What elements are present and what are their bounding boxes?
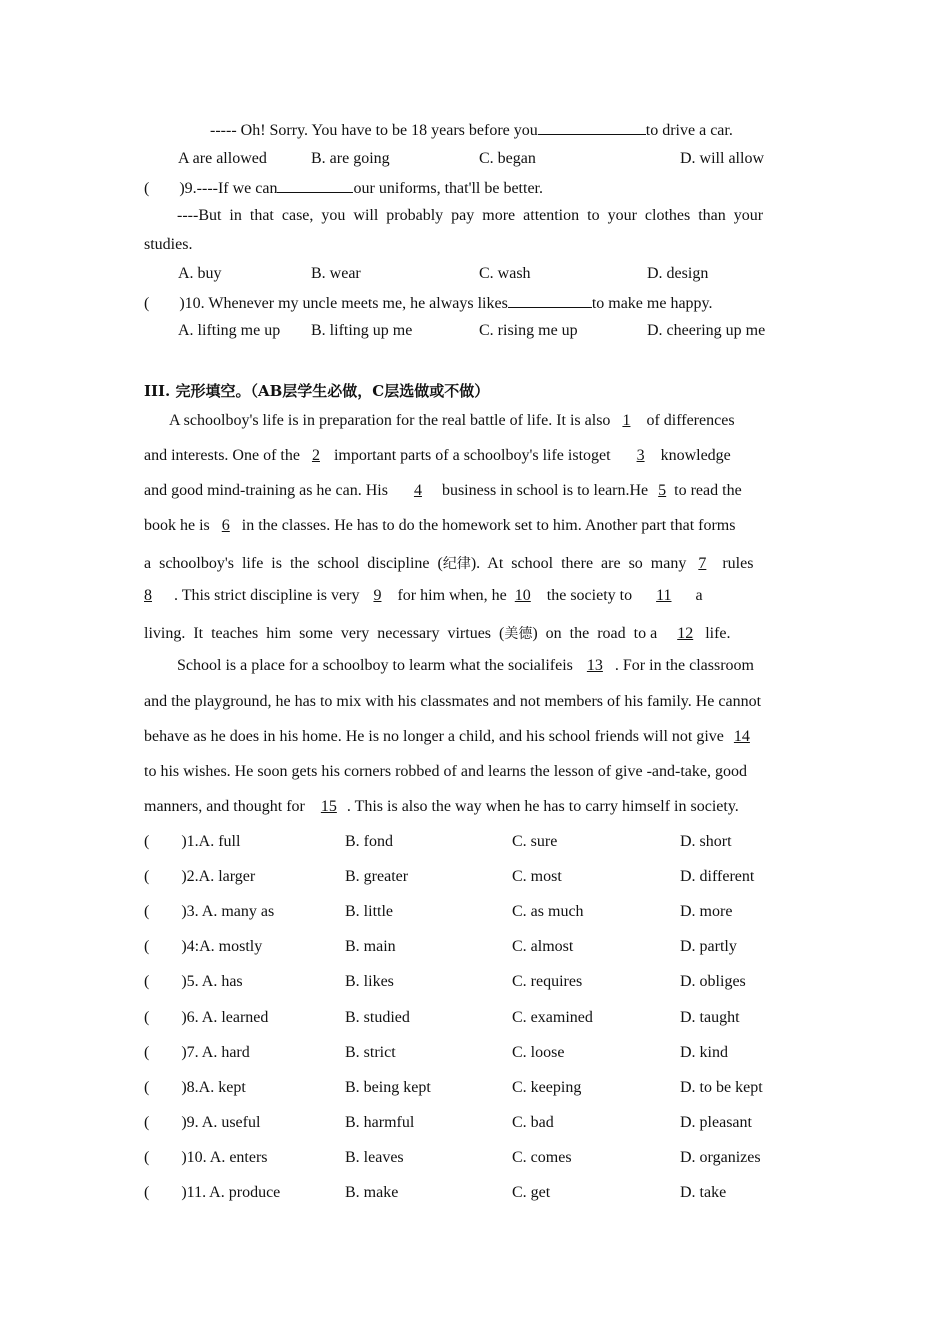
passage-text: . This strict discipline is very — [174, 587, 360, 604]
answer-blank[interactable] — [508, 293, 592, 308]
passage-line-8 — [177, 656, 754, 676]
option-d[interactable]: D. cheering up me — [647, 322, 766, 339]
question-stem[interactable]: ( )9. A. useful — [144, 1114, 261, 1131]
question-stem[interactable]: ( )11. A. produce — [144, 1184, 281, 1201]
cjk-gloss: 美德 — [504, 626, 533, 642]
option-d[interactable]: D. different — [680, 868, 755, 885]
option-a[interactable]: A. buy — [178, 265, 222, 282]
option-b[interactable]: B. likes — [345, 973, 394, 990]
option-b[interactable]: B. fond — [345, 833, 393, 850]
q8-reply-text-after: to drive a car. — [645, 122, 733, 139]
option-a[interactable]: A are allowed — [178, 150, 267, 167]
option-d[interactable]: D. to be kept — [680, 1079, 763, 1096]
passage-text: a — [687, 587, 703, 604]
q9-text-after: our uniforms, that'll be better. — [353, 180, 543, 197]
option-d[interactable]: D. partly — [680, 938, 737, 955]
passage-line-9: and the playground, he has to mix with his classmates and not members of his family. He cannot — [144, 693, 762, 710]
option-a[interactable]: A. lifting me up — [178, 322, 281, 339]
passage-text: and good mind-training as he can. His — [144, 482, 392, 499]
option-c[interactable]: C. examined — [512, 1009, 593, 1026]
passage-text: to read the — [674, 482, 742, 499]
option-d[interactable]: D. taught — [680, 1009, 740, 1026]
passage-line-2 — [144, 446, 731, 466]
answer-slot[interactable] — [149, 294, 179, 308]
passage-text: business in school is to learn.He — [437, 482, 649, 499]
passage-text: a schoolboy's life is the school discipline ( — [144, 555, 443, 572]
question-stem[interactable]: ( )1.A. full — [144, 833, 241, 850]
option-b[interactable]: B. studied — [345, 1009, 410, 1026]
passage-text: of differences — [642, 412, 735, 429]
q8-reply-line — [210, 120, 733, 141]
option-d[interactable]: D. will allow — [680, 150, 764, 167]
option-d[interactable]: D. design — [647, 265, 709, 282]
blank-3[interactable]: 3 — [636, 447, 645, 464]
question-stem[interactable]: ( )3. A. many as — [144, 903, 275, 920]
blank-14[interactable]: 14 — [733, 728, 750, 745]
passage-line-3 — [144, 481, 742, 501]
question-stem[interactable]: ( )10. A. enters — [144, 1149, 268, 1166]
passage-text: ). At school there are so many — [470, 555, 687, 572]
passage-text: . This is also the way when he has to carry himself in society. — [346, 798, 739, 815]
option-c[interactable]: C. keeping — [512, 1079, 582, 1096]
passage-line-12 — [144, 797, 739, 817]
option-c[interactable]: C. sure — [512, 833, 558, 850]
option-b[interactable]: B. lifting up me — [311, 322, 413, 339]
option-c[interactable]: C. as much — [512, 903, 584, 920]
answer-blank[interactable] — [277, 178, 353, 193]
option-b[interactable]: B. harmful — [345, 1114, 415, 1131]
q9-text: )9.----If we can — [179, 180, 278, 197]
q9-reply-line — [177, 206, 791, 226]
option-c[interactable]: C. began — [479, 150, 536, 167]
option-c[interactable]: C. rising me up — [479, 322, 578, 339]
blank-8[interactable]: 8 — [144, 587, 152, 604]
option-d[interactable]: D. pleasant — [680, 1114, 752, 1131]
option-c[interactable]: C. requires — [512, 973, 583, 990]
option-c[interactable]: C. comes — [512, 1149, 572, 1166]
answer-slot[interactable] — [149, 179, 179, 193]
passage-line-5 — [144, 554, 753, 574]
question-stem[interactable]: ( )8.A. kept — [144, 1079, 246, 1096]
option-c[interactable]: C. almost — [512, 938, 574, 955]
q8-reply-text: ----- Oh! Sorry. You have to be 18 years before you — [210, 122, 538, 139]
blank-12[interactable]: 12 — [677, 625, 694, 642]
q9-line — [144, 178, 543, 199]
blank-4[interactable]: 4 — [413, 482, 422, 499]
passage-text: ) on the road to a — [532, 625, 662, 642]
passage-line-10 — [144, 727, 756, 747]
option-c[interactable]: C. most — [512, 868, 562, 885]
paren-open: ( — [144, 180, 150, 197]
blank-11[interactable]: 11 — [656, 587, 672, 604]
passage-text: A schoolboy's life is in preparation for the real battle of life. It is also — [169, 412, 611, 429]
option-d[interactable]: D. take — [680, 1184, 727, 1201]
option-b[interactable]: B. greater — [345, 868, 409, 885]
passage-text: important parts of a schoolboy's life istoget — [333, 447, 615, 464]
passage-text: in the classes. He has to do the homework set to him. Another part that forms — [237, 517, 736, 534]
blank-13[interactable]: 13 — [586, 657, 603, 674]
blank-1[interactable]: 1 — [622, 412, 631, 429]
option-d[interactable]: D. more — [680, 903, 733, 920]
passage-text: behave as he does in his home. He is no longer a child, and his school friends will not give — [144, 728, 724, 745]
q9-reply-text: ----But in that case, you will probably pay more attention to your clothes than your — [177, 207, 764, 224]
passage-text: and interests. One of the — [144, 447, 300, 464]
cjk-gloss: 纪律 — [442, 556, 471, 572]
option-d[interactable]: D. organizes — [680, 1149, 761, 1166]
passage-text: living. It teaches him some very necessary virtues ( — [144, 625, 505, 642]
question-stem[interactable]: ( )6. A. learned — [144, 1009, 269, 1026]
blank-6[interactable]: 6 — [221, 517, 230, 534]
option-c[interactable]: C. loose — [512, 1044, 565, 1061]
passage-text: for him when, he — [393, 587, 507, 604]
answer-blank[interactable] — [538, 120, 646, 135]
option-b[interactable]: B. are going — [311, 150, 390, 167]
option-d[interactable]: D. short — [680, 833, 732, 850]
option-d[interactable]: D. obliges — [680, 973, 746, 990]
passage-text: School is a place for a schoolboy to learm what the socialifeis — [177, 657, 573, 674]
option-d[interactable]: D. kind — [680, 1044, 728, 1061]
passage-line-6 — [144, 586, 703, 606]
passage-line-7 — [144, 624, 731, 644]
blank-7[interactable]: 7 — [698, 555, 707, 572]
blank-10[interactable]: 10 — [514, 587, 531, 604]
passage-text: the society to — [542, 587, 633, 604]
option-b[interactable]: B. little — [345, 903, 393, 920]
option-b[interactable]: B. make — [345, 1184, 399, 1201]
option-c[interactable]: C. get — [512, 1184, 551, 1201]
q9-reply-text-2: studies. — [144, 236, 193, 253]
q10-text: )10. Whenever my uncle meets me, he always likes — [179, 295, 508, 312]
blank-9[interactable]: 9 — [373, 587, 382, 604]
passage-line-1 — [169, 411, 735, 431]
option-b[interactable]: B. main — [345, 938, 396, 955]
section-heading: III. 完形填空。（AB层学生必做，C层选做或不做） — [144, 382, 490, 400]
passage-text: rules — [714, 555, 754, 572]
question-stem[interactable]: ( )5. A. has — [144, 973, 243, 990]
option-b[interactable]: B. leaves — [345, 1149, 404, 1166]
option-b[interactable]: B. strict — [345, 1044, 396, 1061]
passage-text: knowledge — [660, 447, 731, 464]
question-stem[interactable]: ( )2.A. larger — [144, 868, 256, 885]
option-c[interactable]: C. wash — [479, 265, 531, 282]
question-stem[interactable]: ( )4:A. mostly — [144, 938, 263, 955]
q10-text-after: to make me happy. — [591, 295, 713, 312]
passage-text: . For in the classroom — [614, 657, 754, 674]
option-c[interactable]: C. bad — [512, 1114, 554, 1131]
option-b[interactable]: B. wear — [311, 265, 361, 282]
passage-line-4 — [144, 516, 735, 536]
passage-text: manners, and thought for — [144, 798, 309, 815]
option-b[interactable]: B. being kept — [345, 1079, 431, 1096]
paren-open: ( — [144, 295, 150, 312]
passage-text: life. — [701, 625, 731, 642]
blank-2[interactable]: 2 — [311, 447, 320, 464]
passage-line-11: to his wishes. He soon gets his corners robbed of and learns the lesson of give -and-take, good — [144, 763, 747, 780]
question-stem[interactable]: ( )7. A. hard — [144, 1044, 250, 1061]
blank-15[interactable]: 15 — [320, 798, 337, 815]
passage-text: book he is — [144, 517, 210, 534]
blank-5[interactable]: 5 — [658, 482, 667, 499]
q10-line — [144, 293, 713, 314]
